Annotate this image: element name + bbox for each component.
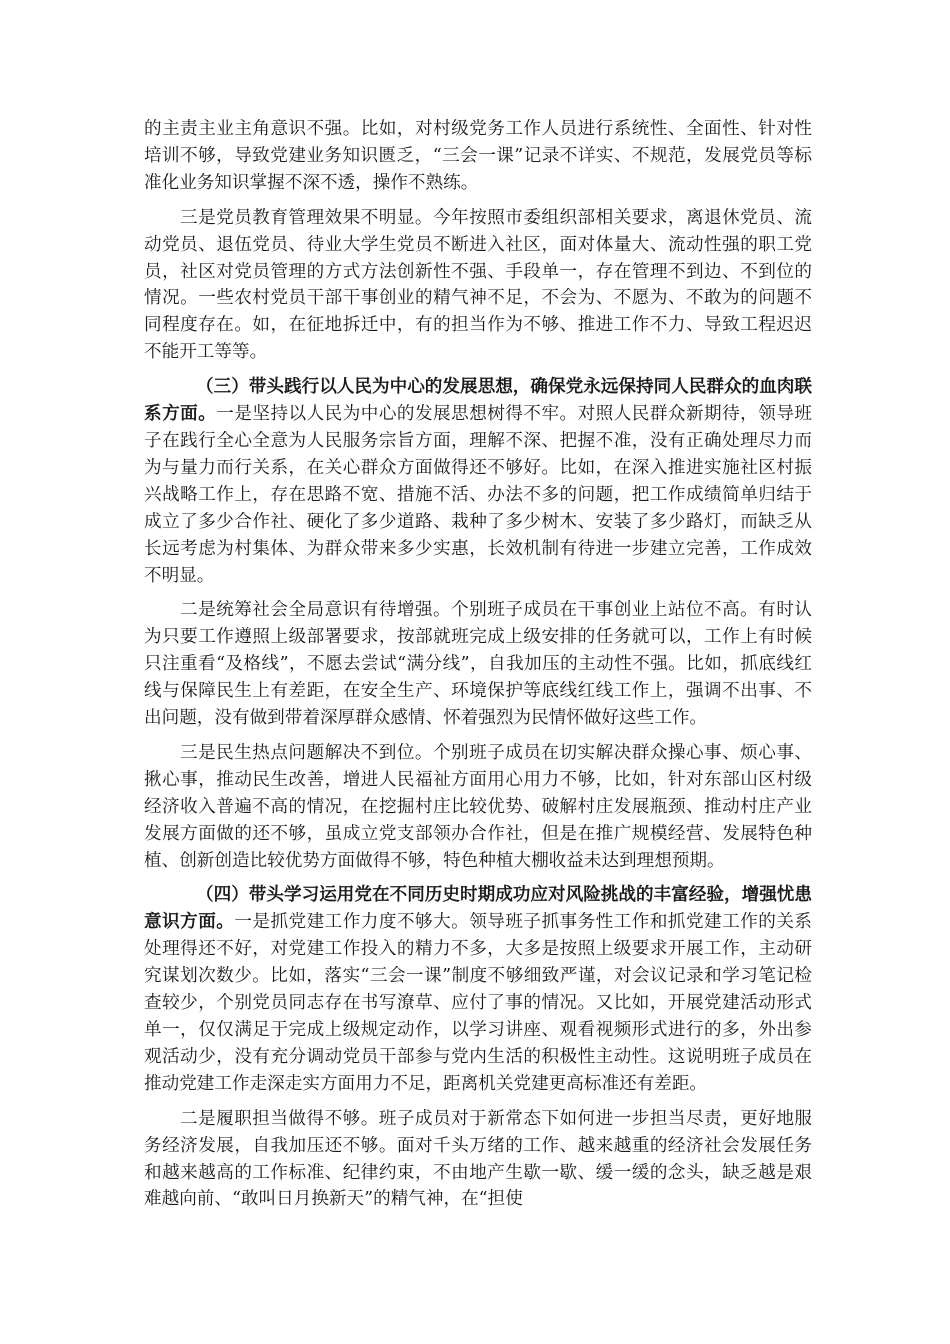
paragraph-responsibility	[144, 1106, 812, 1214]
document-page	[144, 116, 812, 1213]
paragraph-text: 二是统筹社会全局意识有待增强。个别班子成员在干事创业上站位不高。有时认为只要工作遵照上级部署要求，按部就班完成上级安排的任务就可以，工作上有时候只注重看“及格线”，不愿去尝试“满分线”，自我加压的主动性不强。比如，抓底线红线与保障民生上有差距，在安全生产、环境保护等底线红线工作上，强调不出事、不出问题，没有做到带着深厚群众感情、怀着强烈为民情怀做好这些工作。	[144, 600, 812, 729]
paragraph-text: 三是党员教育管理效果不明显。今年按照市委组织部相关要求，离退休党员、流动党员、退伍党员、待业大学生党员不断进入社区，面对体量大、流动性强的职工党员，社区对党员管理的方式方法创新性不强、手段单一，存在管理不到边、不到位的情况。一些农村党员干部干事创业的精气神不足，不会为、不愿为、不敢为的问题不同程度存在。如，在征地拆迁中，有的担当作为不够、推进工作不力、导致工程迟迟不能开工等等。	[144, 207, 812, 363]
section-heading-three	[144, 374, 812, 589]
paragraph-text: 二是履职担当做得不够。班子成员对于新常态下如何进一步担当尽责，更好地服务经济发展，自我加压还不够。面对千头万绪的工作、越来越重的经济社会发展任务和越来越高的工作标准、纪律约束，不由地产生歇一歇、缓一缓的念头，缺乏越是艰难越向前、“敢叫日月换新天”的精气神，在“担使	[144, 1108, 812, 1210]
paragraph-text: 一是坚持以人民为中心的发展思想树得不牢。对照人民群众新期待，领导班子在践行全心全意为人民服务宗旨方面，理解不深、把握不准，没有正确处理尽力而为与量力而行关系，在关心群众方面做得还不够好。比如，在深入推进实施社区村振兴战略工作上，存在思路不宽、措施不活、办法不多的问题，把工作成绩简单归结于成立了多少合作社、硬化了多少道路、栽种了多少树木、安装了多少路灯，而缺乏从长远考虑为村集体、为群众带来多少实惠，长效机制有待进一步建立完善，工作成效不明显。	[144, 404, 812, 586]
paragraph-party-education	[144, 205, 812, 366]
paragraph-livelihood	[144, 740, 812, 875]
paragraph-text: 的主责主业主角意识不强。比如，对村级党务工作人员进行系统性、全面性、针对性培训不够，导致党建业务知识匮乏，“三会一课”记录不详实、不规范，发展党员等标准化业务知识掌握不深不透，操作不熟练。	[144, 119, 812, 193]
paragraph-continuation	[144, 116, 812, 197]
paragraph-text: 一是抓党建工作力度不够大。领导班子抓事务性工作和抓党建工作的关系处理得还不好，对党建工作投入的精力不多，大多是按照上级要求开展工作，主动研究谋划次数少。比如，落实“三会一课”制度不够细致严谨，对会议记录和学习笔记检查较少，个别党员同志存在书写潦草、应付了事的情况。又比如，开展党建活动形式单一，仅仅满足于完成上级规定动作，以学习讲座、观看视频形式进行的多，外出参观活动少，没有充分调动党员干部参与党内生活的积极性主动性。这说明班子成员在推动党建工作走深走实方面用力不足，距离机关党建更高标准还有差距。	[144, 912, 812, 1094]
section-title: （三）带头践行以人民为中心的发展思想，确保党永远保持同人民群众的血肉联系方面。	[144, 376, 812, 425]
section-title: （四）带头学习运用党在不同历史时期成功应对风险挑战的丰富经验，增强忧患意识方面。	[144, 884, 812, 933]
paragraph-overall-awareness	[144, 597, 812, 732]
section-heading-four	[144, 882, 812, 1097]
paragraph-text: 三是民生热点问题解决不到位。个别班子成员在切实解决群众操心事、烦心事、揪心事，推动民生改善，增进人民福祉方面用心用力不够，比如，针对东部山区村级经济收入普遍不高的情况，在挖掘村庄比较优势、破解村庄发展瓶颈、推动村庄产业发展方面做的还不够，虽成立党支部领办合作社，但是在推广规模经营、发展特色种植、创新创造比较优势方面做得不够，特色种植大棚收益未达到理想预期。	[144, 742, 812, 871]
